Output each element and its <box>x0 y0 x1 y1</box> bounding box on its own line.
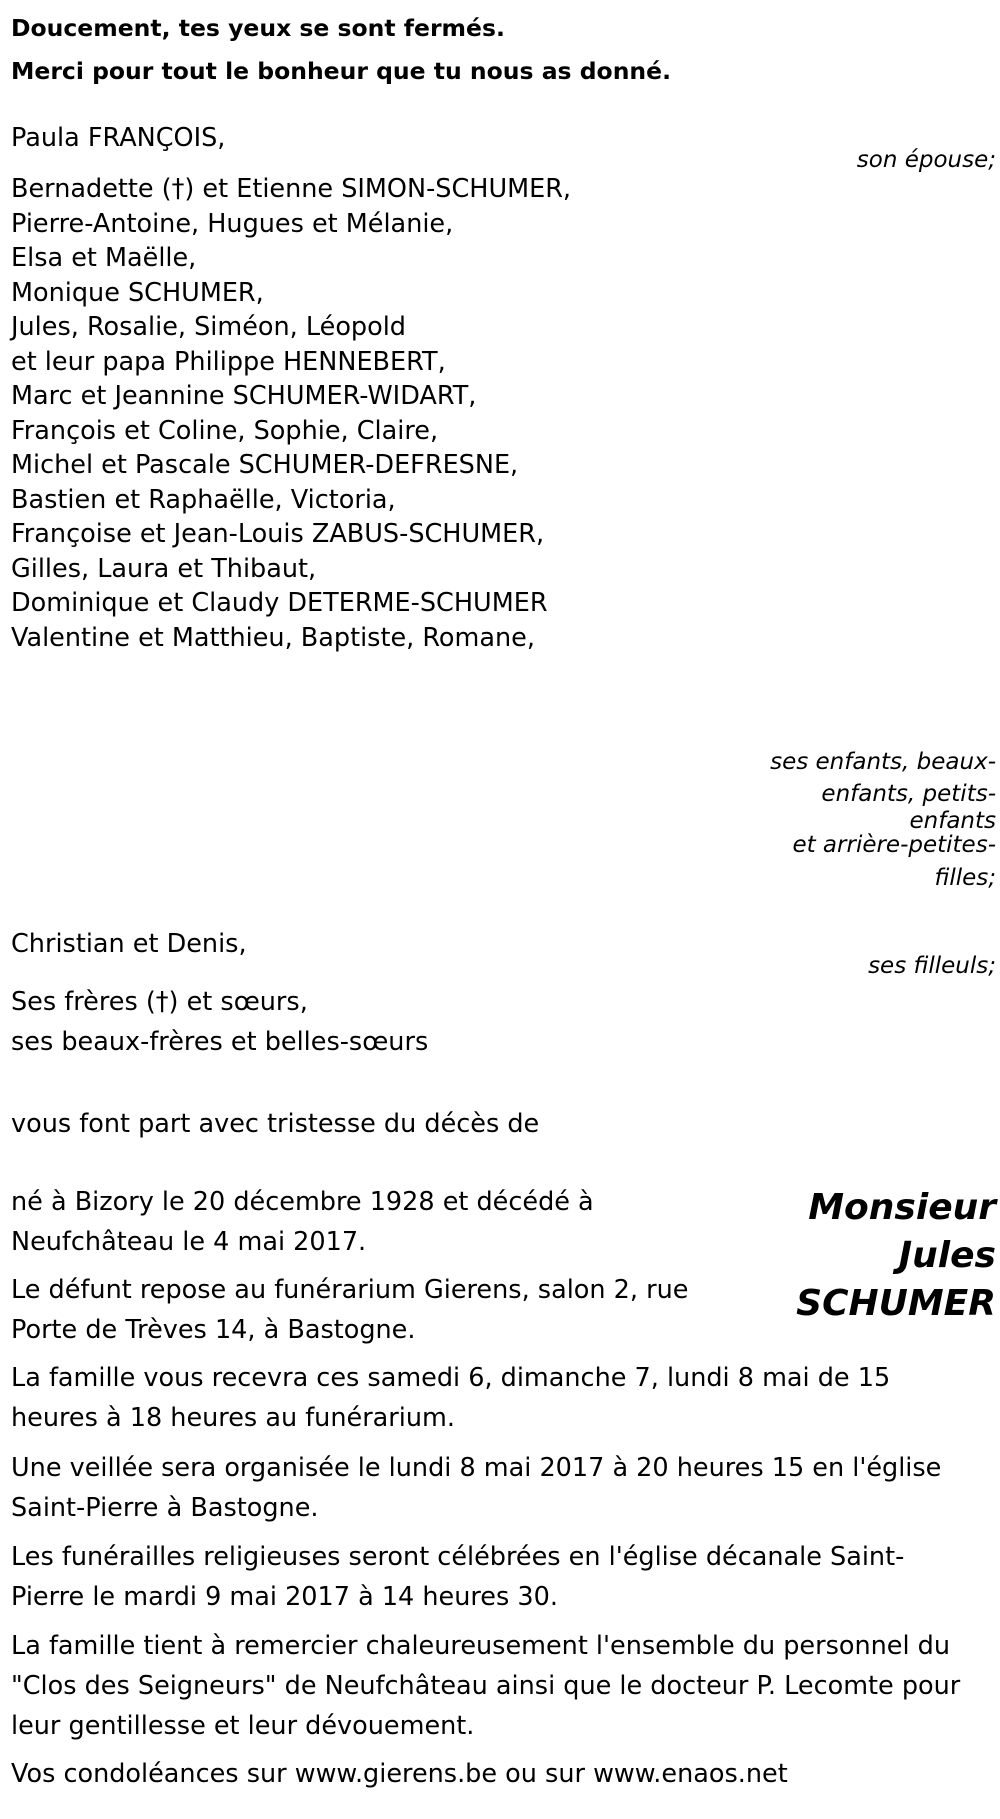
deceased-name <box>796 1184 996 1328</box>
children-line: Françoise et Jean-Louis ZABUS-SCHUMER, <box>11 519 545 549</box>
paragraph-text: Les funérailles religieuses seront célébrées en l'église décanale Saint-Pierre le mardi 9 mai 2017 à 14 heures 30. <box>11 1542 905 1612</box>
headline-2: Merci pour tout le bonheur que tu nous as donné. <box>11 57 672 85</box>
children-line: Bernadette (†) et Etienne SIMON-SCHUMER, <box>11 174 572 204</box>
children-line: et leur papa Philippe HENNEBERT, <box>11 346 446 377</box>
thanks-paragraph <box>11 1626 991 1746</box>
announcement-text: vous font part avec tristesse du décès de <box>11 1109 540 1139</box>
children-list <box>11 172 571 655</box>
children-role-line: enfants, petits- <box>821 781 996 807</box>
paragraph-text: Vos condoléances sur www.gierens.be ou sur www.enaos.net <box>11 1759 788 1789</box>
spouse-name: Paula FRANÇOIS, <box>11 123 226 153</box>
children-line: Monique SCHUMER, <box>11 277 264 308</box>
children-role-line: enfants <box>909 808 996 834</box>
children-line: Pierre-Antoine, Hugues et Mélanie, <box>11 208 454 239</box>
deceased-name-line: Jules <box>898 1235 996 1276</box>
siblings-line: ses beaux-frères et belles-sœurs <box>11 1027 429 1057</box>
children-line: Michel et Pascale SCHUMER-DEFRESNE, <box>11 450 519 480</box>
deceased-name-line: SCHUMER <box>796 1283 996 1324</box>
spouse-role: son épouse; <box>856 147 996 173</box>
vigil-paragraph <box>11 1448 986 1528</box>
visitation-paragraph <box>11 1358 951 1438</box>
children-line: Elsa et Maëlle, <box>11 243 197 273</box>
headline-1: Doucement, tes yeux se sont fermés. <box>11 14 505 42</box>
children-role <box>770 746 996 894</box>
children-role-line: ses enfants, beaux- <box>770 749 996 775</box>
paragraph-text: Une veillée sera organisée le lundi 8 mai 2017 à 20 heures 15 en l'église Saint-Pierre à Bastogne. <box>11 1453 942 1523</box>
paragraph-text: né à Bizory le 20 décembre 1928 et décédé à Neufchâteau le 4 mai 2017. <box>11 1187 594 1257</box>
children-line: Dominique et Claudy DETERME-SCHUMER <box>11 588 548 618</box>
funeral-paragraph <box>11 1537 946 1617</box>
paragraph-text: Le défunt repose au funérarium Gierens, salon 2, rue Porte de Trèves 14, à Bastogne. <box>11 1275 689 1345</box>
children-role-line: et arrière-petites- <box>792 832 996 858</box>
birth-death-paragraph <box>11 1182 661 1262</box>
children-line: Valentine et Matthieu, Baptiste, Romane, <box>11 622 535 653</box>
children-role-line: filles; <box>934 865 996 891</box>
children-line: Jules, Rosalie, Siméon, Léopold <box>11 312 406 342</box>
headline-group <box>11 8 671 91</box>
children-line: Gilles, Laura et Thibaut, <box>11 553 317 584</box>
godchildren-name: Christian et Denis, <box>11 929 247 959</box>
paragraph-text: La famille vous recevra ces samedi 6, dimanche 7, lundi 8 mai de 15 heures à 18 heures au funérarium. <box>11 1363 891 1433</box>
siblings-line: Ses frères (†) et sœurs, <box>11 987 308 1017</box>
children-line: Bastien et Raphaëlle, Victoria, <box>11 484 396 515</box>
children-line: Marc et Jeannine SCHUMER-WIDART, <box>11 381 477 411</box>
repose-paragraph <box>11 1270 711 1350</box>
children-line: François et Coline, Sophie, Claire, <box>11 415 439 446</box>
godchildren-role: ses filleuls; <box>868 953 996 979</box>
paragraph-text: La famille tient à remercier chaleureusement l'ensemble du personnel du "Clos des Seigneurs" de Neufchâteau ainsi que le docteur P. Lecomte pour leur gentillesse et leur dévouement. <box>11 1631 961 1741</box>
deceased-name-line: Monsieur <box>808 1187 996 1228</box>
siblings-list <box>11 982 428 1062</box>
condolences-paragraph <box>11 1754 991 1794</box>
